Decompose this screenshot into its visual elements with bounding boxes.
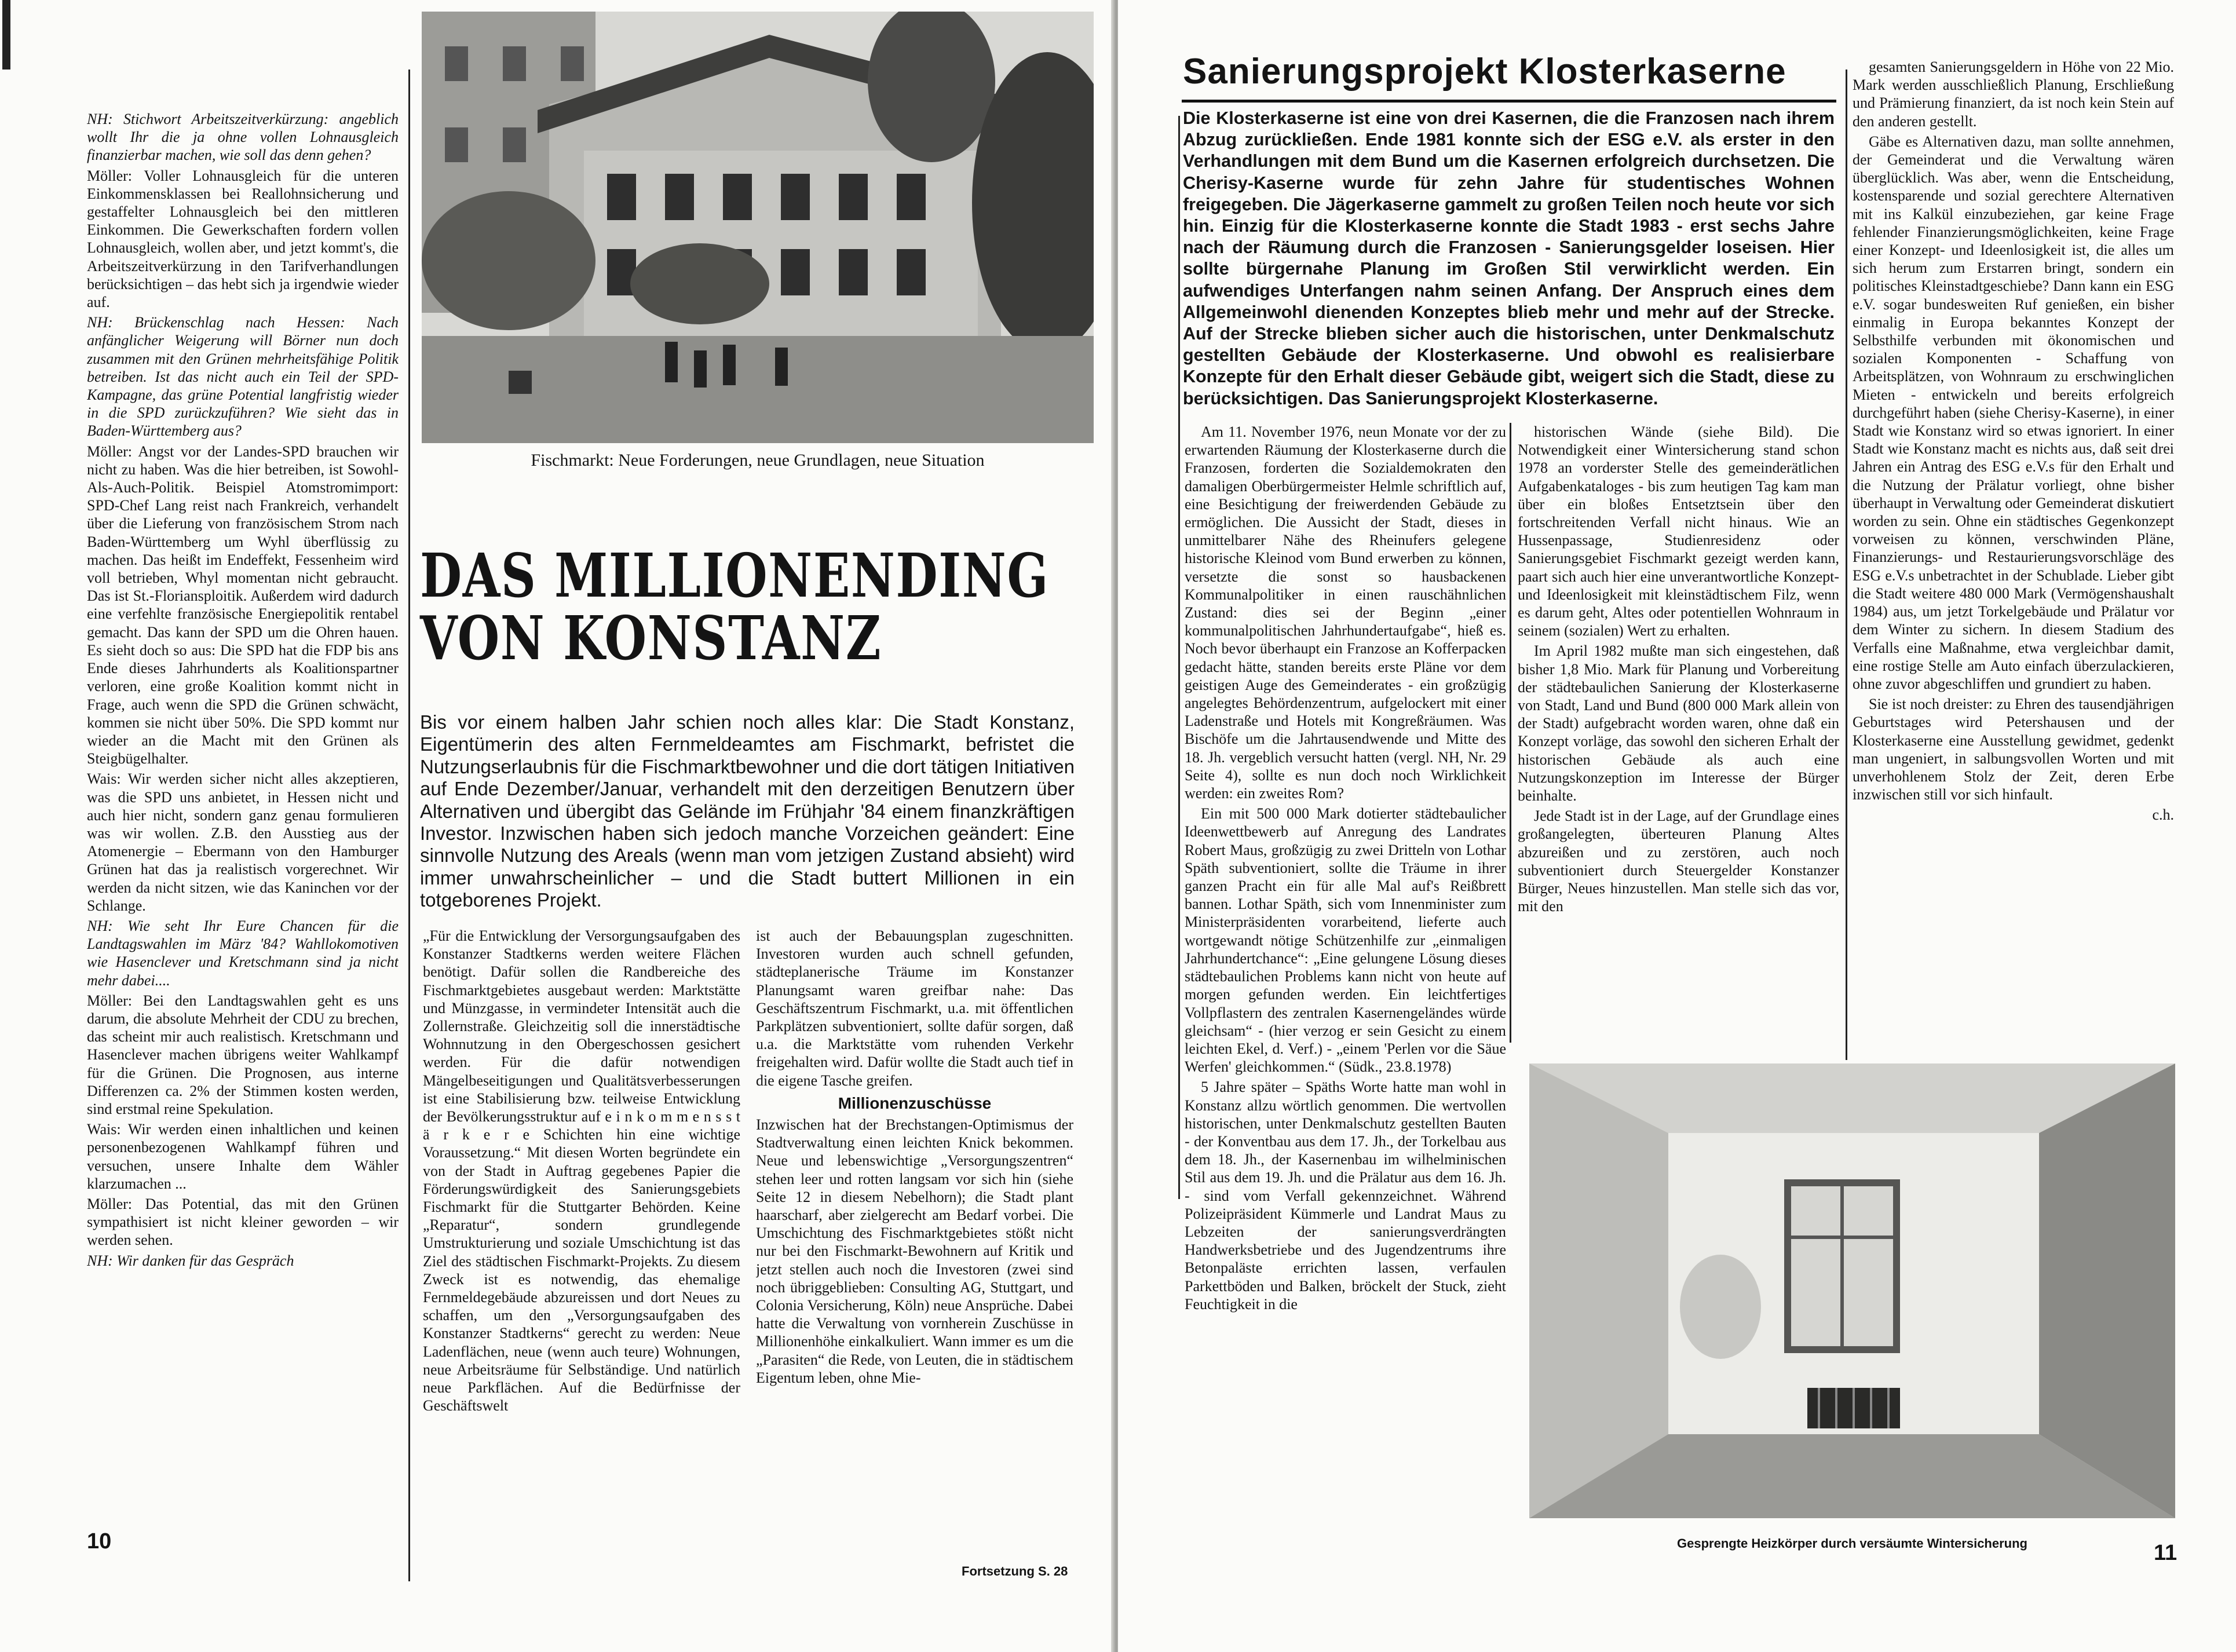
paragraph: 5 Jahre später – Späths Worte hatte man wohl in Konstanz allzu wörtlich genommen. Die wertvollen historischen, unter Denkmalschutz gestellten Bauten - der Konventbau aus dem 17. Jh., der Torkelbau aus dem 18. Jh., der Kasernenbau im wilhelminischen Stil aus dem 19. Jh. und die Prälatur aus dem 16. Jh. - sind vom Verfall gekennzeichnet. Während Polizeipräsident Kümmerle und Landrat Maus zu Lebzeiten der sanierungsverdrängten Handwerksbetriebe und des Jugendzentrums ihre Betonpaläste errichten lassen, verfaulen Parkettböden und Balken, bröckelt der Stuck, zieht Feuchtigkeit in die [1185,1079,1506,1313]
column-rule-right [1846,70,1847,1060]
interview-question: NH: Brückenschlag nach Hessen: Nach anfänglicher Weigerung will Börner nun doch zusammen mit den Grünen mehrheitsfähige Politik betreiben. Ist das nicht auch ein Teil der SPD-Kampagne, das grüne Potential langfristig wieder in die SPD zurückzuführen? Wie sieht das in Baden-Württemberg aus? [87,314,399,440]
article-headline [420,540,1050,674]
subhead-millionenzuschuesse: Millionenzuschüsse [838,1094,992,1112]
interview-column [87,110,399,1532]
article-lead: Bis vor einem halben Jahr schien noch alles klar: Die Stadt Konstanz, Eigentümerin des alten Fernmeldeamtes am Fischmarkt, befristet die Nutzungserlaubnis für die Fischmarktbewohner und die dort tätigen Initiativen auf Ende Dezember/Januar, verhandelt mit den derzeitigen Benutzern über Alternativen und übergibt das Gelände im Frühjahr '84 einem finanzkräftigen Investor. Inzwischen haben sich jedoch manche Vorzeichen geändert: Eine sinnvolle Nutzung des Areals (wenn man vom jetzigen Zustand absieht) wird immer unwahrscheinlicher – und die Stadt buttert Millionen in ein totgeborenes Projekt. [420,711,1075,911]
interview-answer: Möller: Bei den Landtagswahlen geht es uns darum, die absolute Mehrheit der CDU zu brechen, das scheint mir auch realistisch. Kretschmann und Hasenclever machen übrigens weiter Wahlkampf für die Grünen. Die Prognosen, aus interne Differenzen ca. 2% der Stimmen kosten werden, sind erstmal reine Spekulation. [87,992,399,1117]
paragraph: historischen Wände (siehe Bild). Die Notwendigkeit einer Wintersicherung stand schon 1978 an vorderster Stelle des gemeinderätlichen Aufgabenkataloges - bis zum heutigen Tag kam man über ein bloßes Entsetztsein über den fortschreitenden Verfall nicht hinaus. Wie an Hussenpassage, Studienresidenz oder Sanierungsgebiet Fischmarkt gezeigt werden kann, paart sich auch hier eine unverantwortliche Konzept- und Ideenlosigkeit mit kleinstädtischem Filz, wenn es darum geht, Altes oder potentiellen Wohnraum in seinem (sozialen) Wert zu erhalten. [1518,423,1839,639]
fischmarkt-photo-caption: Fischmarkt: Neue Forderungen, neue Grundlagen, neue Situation [531,451,985,470]
interview-answer: Möller: Angst vor der Landes-SPD brauchen wir nicht zu haben. Was die hier betreiben, ist Sowohl-Als-Auch-Politik. Beispiel Atomstromimport: SPD-Chef Lang reist nach Frankreich, verhandelt über die Lieferung von französischem Strom nach Baden-Württemberg um Wyhl überflüssig zu machen. Das heißt im Endeffekt, Fessenheim wird voll betrieben, Whyl momentan nicht gebraucht. Das ist St.-Floriansploitik. Außerdem wird dadurch eine verfehlte französische Energiepolitik rentabel gemacht. Das kann der SPD um die Ohren hauen. Es sieht doch so aus: Die SPD hat die FDP bis ans Ende dieses Jahrhunderts als Koalitionspartner verloren, eine große Koalition kommt nicht in Frage, auch wenn die SPD die Grünen schwächt, kommen sie nicht über 50%. Die SPD kommt nur wieder an die Macht mit den Grünen als Steigbügelhalter. [87,443,399,767]
interview-question: NH: Wir danken für das Gespräch [87,1252,294,1269]
right-column-1 [1185,423,1506,1564]
section-intro: Die Klosterkaserne ist eine von drei Kasernen, die die Franzosen nach ihrem Abzug zurückließen. Ende 1981 konnte sich der ESG e.V. als erster in den Verhandlungen mit dem Bund um die Kasernen erfolgreich durchsetzen. Die Cherisy-Kaserne wurde für zehn Jahre für studentisches Wohnen freigegeben. Die Jägerkaserne gammelt zu großen Teilen noch heute vor sich hin. Einzig für die Klosterkaserne konnte die Stadt 1983 - erst sechs Jahre nach der Räumung durch die Franzosen - Sanierungsgelder loseisen. Hier sollte bürgernahe Planung im Großen Stil verwirklicht werden. Ein aufwendiges Unterfangen nahm seinen Anfang. Der Anspruch eines dem Allgemeinwohl dienenden Konzeptes blieb mehr und mehr auf der Strecke. Auf der Strecke blieben sicher auch die historischen, unter Denkmalschutz gestellten Gebäude der Klosterkaserne. Und obwohl es realisierbare Konzepte für den Erhalt dieser Gebäude gibt, weigert sich die Stadt, diese zu berücksichtigen. Das Sanierungsprojekt Klosterkaserne. [1183,108,1835,408]
page-number-right: 11 [2154,1541,2177,1565]
right-column-3 [1853,58,2174,1054]
headline-line-2: VON KONSTANZ [420,602,882,674]
paragraph: Am 11. November 1976, neun Monate vor der zu erwartenden Räumung der Klosterkaserne durch die Franzosen, forderten die Sozialdemokraten den damaligen Oberbürgermeister Helmle schriftlich auf, eine Besichtigung der freiwerdenden Gebäude zu ermöglichen. Die Aussicht der Stadt, dieses in unmittelbarer Nähe des Rheinufers gelegene historische Kleinod vom Bund erwerben zu können, versetzte die sonst so hausbackenen Kommunalpolitiker in einen rauschähnlichen Zustand: dies sei der Beginn „einer kommunalpolitischen Jahrhundertaufgabe“, hieß es. Noch bevor überhaupt ein Franzose an Kofferpacken gedacht hätte, standen bereits erste Pläne vor dem geistigen Auge des Gemeinderates - ein großzügig angelegtes Behördenzentrum, aufgelockert mit einer Ladenstraße und Hotels mit Kongreßräumen. Was Bischöfe um die Jahrtausendwende und Mitte des 18. Jh. vergeblich versucht hatten (vergl. NH, Nr. 29 Seite 4), sollte es nun doch noch Wirklichkeit werden: ein zweites Rom? [1185,423,1506,802]
body-col2-text-a: ist auch der Bebauungsplan zugeschnitten. Investoren wurden auch schnell gefunden, städteplanerische Träume im Konstanzer Planungsamt waren greifbar nahe: Das Geschäftszentrum Fischmarkt, u.a. mit öffentlichen Parkplätzen subventioniert, sollte dafür sorgen, daß u.a. die Marktstätte vom ruhenden Verkehr freigehalten wird. Dafür wollte die Stadt auch tief in die eigene Tasche greifen. [756,927,1073,1089]
kaserne-photo [1529,1063,2175,1518]
body-col1-text: „Für die Entwicklung der Versorgungsaufgaben des Konstanzer Stadtkerns werden weitere Flächen benötigt. Dafür sollen die Randbereiche des Fischmarktgebietes ausgebaut werden: Marktstätte und Münzgasse, in vermindeter Intensität auch die Zollernstraße. Gleichzeitig soll die innerstädtische Wohnnutzung in den Obergeschossen gesichert werden. Für die dafür notwendigen Mängelbeseitigungen und Qualitätsverbesserungen ist eine Stabilisierung bzw. teilweise Entwicklung der Bevölkerungsstruktur auf e i n k o m m e n s s t ä r k e r e Schichten hin eine wichtige Voraussetzung.“ Mit diesen Worten begründete ein von der Stadt in Auftrag gegebenes Papier die Förderungswürdigkeit des Sanierungsgebiets Fischmarkt für die Stuttgarter Behörden. Keine „Reparatur“, sondern grundlegende Umstrukturierung und soziale Umschichtung ist das Ziel des städtischen Fischmarkt-Projekts. Zu diesem Zweck ist es notwendig, das ehemalige Fernmeldegebäude abzureissen und dort Neues zu schaffen, um den „Versorgungsaufgaben des Konstanzer Stadtkerns“ gerecht zu werden: Neue Ladenflächen, neue (wenn auch teure) Wohnungen, neue Arbeitsräume für Selbständige. Und natürlich neue Parkflächen. Auf die Bedürfnisse der Geschäftswelt [423,927,740,1415]
page-number-left: 10 [87,1529,112,1554]
continued-note: Fortsetzung S. 28 [962,1564,1068,1578]
paragraph: gesamten Sanierungsgeldern in Höhe von 22 Mio. Mark werden ausschließlich Planung, Erschließung und Prämierung finanziert, da ist noch kein Stein auf den anderen gestellt. [1853,59,2174,130]
column-rule [408,70,410,1581]
right-column-2 [1518,423,1839,1048]
interview-answer: Wais: Wir werden einen inhaltlichen und keinen personenbezogenen Wahlkampf führen und versuchen, unsere Inhalte dem Wähler klarzumachen ... [87,1121,399,1192]
fischmarkt-photo-graphic [422,12,1094,443]
kicker-rule [1182,100,1836,103]
body-col2-text-b: Inzwischen hat der Brechstangen-Optimismus der Stadtverwaltung einen leichten Knick bekommen. Neue und lebenswichtige „Versorgungszentren“ stehen leer und rotten langsam vor sich hin (siehe Seite 12 in diesem Nebelhorn); die Stadt plant haarscharf, aber zielgerecht am Bedarf vorbei. Die Umschichtung des Fischmarktgebietes stößt nicht nur bei den Fischmarkt-Bewohnern auf Kritik und jetzt stellen auch noch die Investoren (zwei sind noch übriggeblieben: Consulting AG, Stuttgart, und Colonia Versicherung, Köln) neue Ansprüche. Dabei hatte die Verwaltung von vornherein Zuschüsse in Millionenhöhe einkalkuliert. Wann immer es um die „Parasiten“ die Rede, von Leuten, die in städtischem Eigentum leben, ohne Mie- [756,1116,1073,1386]
interview-answer: Wais: Wir werden sicher nicht alles akzeptieren, was die SPD uns anbietet, in Hessen nicht und auch hier nicht, sondern ganz genau formulieren was wir wollen. Z.B. den Ausstieg aus der Atomenergie – Ebermann von den Hamburger Grünen hat das ja realistisch vorgerechnet. Wir werden da nicht sitzen, wie das Kaninchen vor der Schlange. [87,770,399,914]
fischmarkt-photo [422,12,1094,443]
author-credit: c.h. [2152,806,2174,824]
interview-answer: Möller: Voller Lohnausgleich für die unteren Einkommensklassen bei Reallohnsicherung und gestaffelter Lohnausgleich bei den mittleren Einkommen. Die Gewerkschaften fordern vollen Lohnausgleich, wollen aber, und jetzt kommt's, die Arbeitszeitverkürzung in den Tarifverhandlungen berücksichtigen – das hebt sich ja irgendwie wieder auf. [87,167,399,311]
article-body-column-1 [423,927,740,1555]
paragraph: Jede Stadt ist in der Lage, auf der Grundlage eines großangelegten, überteuren Planung Altes abzureißen und zu zerstören, auch noch subventioniert durch Steuergelder Konstanzer Bürger, Neues hinzustellen. Man stelle sich das vor, mit den [1518,807,1839,915]
kaserne-photo-caption: Gesprengte Heizkörper durch versäumte Wintersicherung [1677,1536,2027,1551]
interview-question: NH: Stichwort Arbeitszeitverkürzung: angeblich wollt Ihr die ja ohne vollen Lohnausgleich finanzierbar machen, wie soll das denn gehen? [87,111,399,164]
intro-left-rule [1178,116,1180,1199]
paragraph: Im April 1982 mußte man sich eingestehen, daß bisher 1,8 Mio. Mark für Planung und Vorbereitung der städtebaulichen Sanierung der Klosterkaserne von Stadt, Land und Bund (800 000 Mark allein von der Stadt) aufgebracht worden waren, ohne daß ein Konzept vorläge, das sowohl den sicheren Erhalt der historischen Gebäude als auch eine Nutzungskonzeption im Interesse der Bürger beinhalte. [1518,642,1839,805]
kaserne-photo-graphic [1529,1063,2175,1518]
binding-mark [2,0,10,70]
article-body-column-2 [756,927,1073,1555]
column-rule-mid [1510,423,1511,1043]
left-page [0,0,1115,1652]
section-kicker: Sanierungsprojekt Klosterkaserne [1183,52,1786,92]
paragraph: Gäbe es Alternativen dazu, man sollte annehmen, der Gemeinderat und die Verwaltung wären überglücklich. Was aber, wenn die Entscheidung, kostensparende und sozial gerechtere Alternativen mit ins Kalkül einzubeziehen, gar keine Frage fehlender Finanzierungsmöglichkeiten, keine Frage einer Konzept- und Ideenlosigkeit ist, die alles um sich herum zum Erstarren bringt, sondern ein politisches Kleinstadtgeschiebe? Dann kann ein ESG e.V. sogar bundesweiten Ruf genießen, ein bisher einmalig in Europa bekanntes Konzept der Selbsthilfe verbunden mit ökonomischen und sozialen Komponenten - Schaffung von Arbeitsplätzen, von Wohnraum zu erschwinglichen Mieten - entwickeln und bereits erfolgreich durchgeführt haben (siehe Cherisy-Kaserne), in einer Stadt wie Konstanz wird so etwas ignoriert. In einer Stadt wie Konstanz macht es nichts aus, daß seit drei Jahren ein Antrag des ESG e.V.s für den Erhalt und die Nutzung der Prälatur vorliegt, ohne bisher überhaupt in Verwaltung oder Gemeinderat diskutiert worden zu sein. Ohne ein städtisches Gegenkonzept vorweisen zu können, verschwinden Pläne, Finanzierungs- und Restaurierungsvorschläge des ESG e.V.s unbetrachtet in der Schublade. Lieber gibt die Stadt weitere 480 000 Mark (Vermögenshaushalt 1984) aus, um jetzt Torkelgebäude und Prälatur vor dem Winter zu sichern. In diesem Stadium des Verfalls eine Maßnahme, etwa vergleichbar damit, eine rostige Stelle am Auto einfach überzulackieren, ohne zuvor abgeschliffen und grundiert zu haben. [1853,133,2174,692]
interview-answer: Möller: Das Potential, das mit den Grünen sympathisiert ist nicht kleiner geworden – wir werden sehen. [87,1195,399,1249]
paragraph: Ein mit 500 000 Mark dotierter städtebaulicher Ideenwettbewerb auf Anregung des Landrates Robert Maus, großzügig zu zwei Dritteln von Lothar Späth subventioniert, sollte die Träume in ihrer ganzen Pracht ein für alle Mal auf's Reißbrett bannen. Lothar Späth, sich vom Innenminister zum Ministerpräsidenten vorarbeitend, lieferte auch wortgewandt nötige Schützenhilfe zur „einmaligen Jahrhundertchance“: „Eine gelungene Lösung dieses städtebaulichen Problems kann nicht von heute auf morgen gefunden werden. Ein leichtfertiges Vollpflastern des zentralen Kasernengeländes würde gleichsam“ - (hier verzog er sein Gesicht zu einem leichten Ekel, d. Verf.) - „einem 'Perlen vor die Säue Werfen' gleichkommen.“ (Südk., 23.8.1978) [1185,805,1506,1076]
paragraph: Sie ist noch dreister: zu Ehren des tausendjährigen Geburtstages wird Petershausen und der Klosterkaserne eine Ausstellung gewidmet, gedenkt man ungeniert, in salbungsvollen Worten und mit unverhohlenem Stolz der Zeit, deren Erbe inzwischen still vor sich hinfault. [1853,696,2174,803]
headline-line-1: DAS MILLIONENDING [420,540,1050,611]
interview-question: NH: Wie seht Ihr Eure Chancen für die Landtagswahlen im März '84? Wahllokomotiven wie Hasenclever und Kretschmann sind ja nicht mehr dabei.... [87,917,399,989]
right-column-3-text [1853,58,2174,803]
